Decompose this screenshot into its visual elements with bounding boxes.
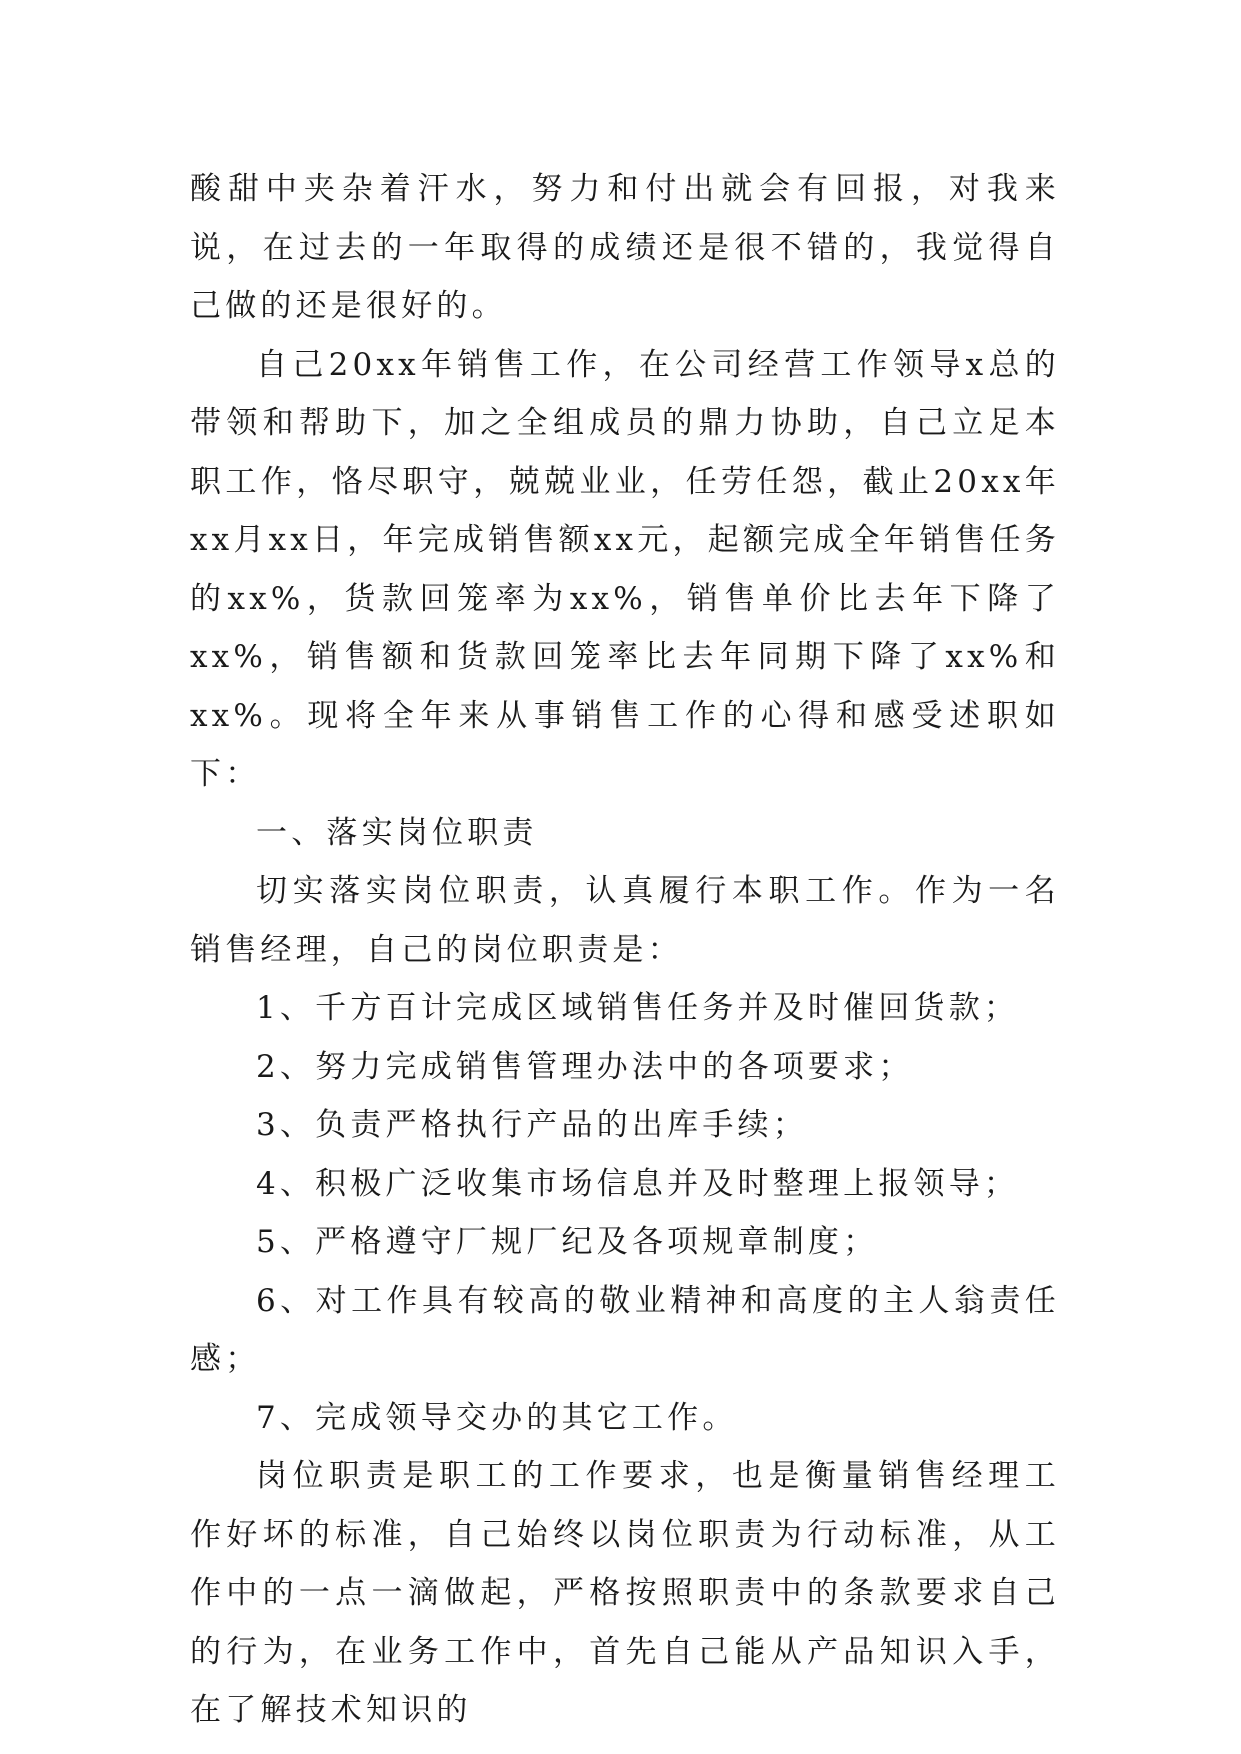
list-item-duty-3: 3、负责严格执行产品的出库手续；	[256, 1107, 808, 1143]
list-item-duty-4: 4、积极广泛收集市场信息并及时整理上报领导；	[256, 1165, 1020, 1202]
list-item-duty-2: 2、努力完成销售管理办法中的各项要求；	[256, 1048, 914, 1085]
paragraph-continuation: 酸甜中夹杂着汗水，努力和付出就会有回报，对我来说，在过去的一年取得的成绩还是很不错的，我觉得自己做的还是很好的。	[190, 171, 1060, 324]
paragraph-duties-intro: 切实落实岗位职责，认真履行本职工作。作为一名销售经理，自己的岗位职责是：	[190, 873, 1060, 968]
list-item-duty-6: 6、对工作具有较高的敬业精神和高度的主人翁责任感；	[190, 1282, 1060, 1377]
paragraph-sales-summary: 自己20xx年销售工作，在公司经营工作领导x总的带领和帮助下，加之全组成员的鼎力协助，自己立足本职工作，恪尽职守，兢兢业业，任劳任怨，截止20xx年xx月xx日，年完成销售额xx元，起额完成全年销售任务的xx%，货款回笼率为xx%，销售单价比去年下降了xx%，销售额和货款回笼率比去年同期下降了xx%和xx%。现将全年来从事销售工作的心得和感受述职如下：	[190, 346, 1060, 792]
document-body	[190, 160, 1060, 1740]
list-item-duty-7: 7、完成领导交办的其它工作。	[256, 1399, 738, 1436]
paragraph-duties-standard: 岗位职责是职工的工作要求，也是衡量销售经理工作好坏的标准，自己始终以岗位职责为行动标准，从工作中的一点一滴做起，严格按照职责中的条款要求自己的行为，在业务工作中，首先自己能从产品知识入手，在了解技术知识的	[190, 1458, 1060, 1728]
list-item-duty-5: 5、严格遵守厂规厂纪及各项规章制度；	[256, 1224, 879, 1260]
section-heading-job-duties: 一、落实岗位职责	[256, 814, 538, 851]
list-item-duty-1: 1、千方百计完成区域销售任务并及时催回货款；	[256, 990, 1020, 1026]
